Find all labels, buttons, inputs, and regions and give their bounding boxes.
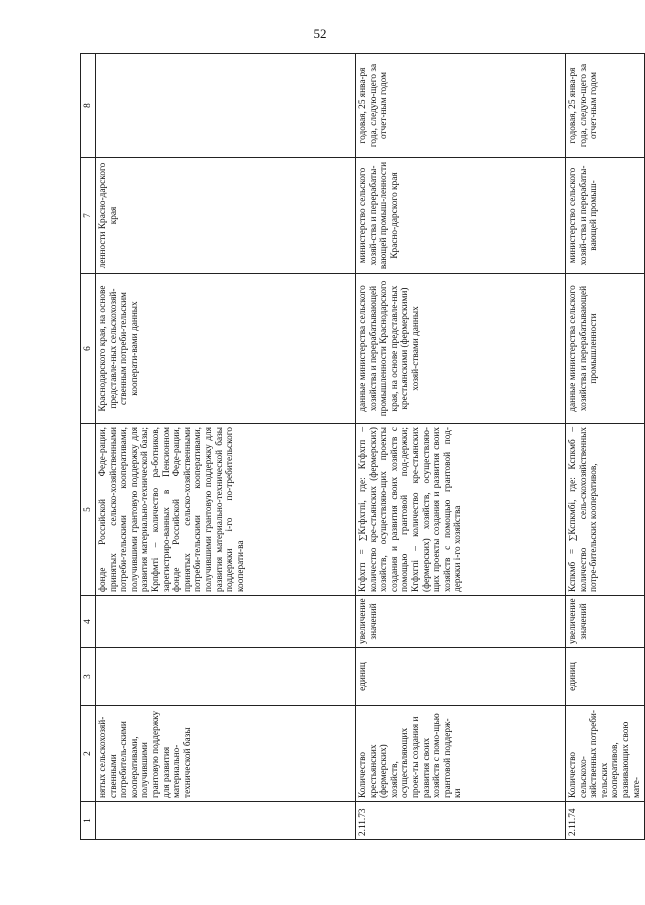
page-number: 52	[313, 26, 327, 41]
indicator-table	[80, 53, 645, 840]
unit-cell: единиц	[566, 648, 645, 706]
trend-cell: увеличение значений	[566, 596, 645, 648]
indicator-name-cell: Количество сельскохо-зяйственных потреби-тельских кооперативов, развивающих свою мате-	[566, 706, 645, 802]
column-number: 8	[81, 54, 96, 158]
frequency-cell	[96, 54, 356, 158]
data-source-cell: Краснодарского края, на основе представле-ных сельскохозяй-ственным потреби-тельским кооперати-вами данных	[96, 274, 356, 424]
column-number: 5	[81, 424, 96, 596]
trend-cell	[96, 596, 356, 648]
rotated-page-content	[80, 54, 642, 840]
column-number: 1	[81, 802, 96, 840]
unit-cell	[96, 648, 356, 706]
data-source-cell: данные министерства сельского хозяйства и перерабатывающей промышленности	[566, 274, 645, 424]
row-number-cell	[96, 802, 356, 840]
indicator-name-cell: нятых сельскохозяй-ственными потребитель-скими кооперативами, получившими грантовую поддержку для развития материально-технической базы	[96, 706, 356, 802]
frequency-cell: годовая, 25 янва-ря года, следую-щего за отчет-ным годом	[356, 54, 566, 158]
row-number-cell: 2.11.73	[356, 802, 566, 840]
table-row	[566, 54, 645, 840]
rotated-table-wrapper	[80, 54, 642, 840]
trend-cell: увеличение значений	[356, 596, 566, 648]
table-row	[96, 54, 356, 840]
formula-cell: Кспкмб = ∑Кспкмбi, где: Кспкмб – количество сель-скохозяйственных потре-бительских кооперативов,	[566, 424, 645, 596]
frequency-cell: годовая, 25 янва-ря года, следую-щего за отчет-ным годом	[566, 54, 645, 158]
indicator-name-cell: Количество крестьянских (фермерских) хозяйств, осуществляющих проек-ты создания и развития своих хозяйств с помо-щью грантовой поддерж-ки	[356, 706, 566, 802]
data-source-cell: данные министерства сельского хозяйства и перерабатывающей промышленности Краснодарского края, на основе представле-ных крестьянскими (фермерскими) хозяй-ствами данных	[356, 274, 566, 424]
responsible-cell: министерство сельского хозяй-ства и перерабаты-вающей промыш-ленности Красно-дарского края	[356, 158, 566, 274]
column-number: 7	[81, 158, 96, 274]
responsible-cell: министерство сельского хозяй-ства и перерабаты-вающей промыш-	[566, 158, 645, 274]
table-row	[356, 54, 566, 840]
column-number-row	[81, 54, 96, 840]
row-number-cell: 2.11.74	[566, 802, 645, 840]
responsible-cell: ленности Красно-дарского края	[96, 158, 356, 274]
unit-cell: единиц	[356, 648, 566, 706]
column-number: 2	[81, 706, 96, 802]
formula-cell: Кгфхгп = ∑Кгфхгпi, где: Кгфхгп – количество кре-стьянских (фермерских) хозяйств, осуществляю-щих проекты создания и развития своих хозяйств с помощью грантовой под-держки; Кгфхгпi – количество кре-стьянских (фермерских) хозяйств, осуществляю-щих проекты создания и развития своих хозяйств с помощью грантовой под-держки i-го хозяйства	[356, 424, 566, 596]
column-number: 4	[81, 596, 96, 648]
column-number: 6	[81, 274, 96, 424]
formula-cell: фонде Российской Феде-рации, принятых сельско-хозяйственными потреби-тельскими кооперативами, получившими грантовую поддержку для развития материально-технической базы; Крпфмтi – количество ра-ботников, зарегистриро-ванных в Пенсионном фонде Российской Феде-рации, принятых сельско-хозяйственными потреби-тельскими кооперативами, получившими грантовую поддержку для развития материально-технической базы поддержки i-го по-требительского кооперати-ва	[96, 424, 356, 596]
column-number: 3	[81, 648, 96, 706]
